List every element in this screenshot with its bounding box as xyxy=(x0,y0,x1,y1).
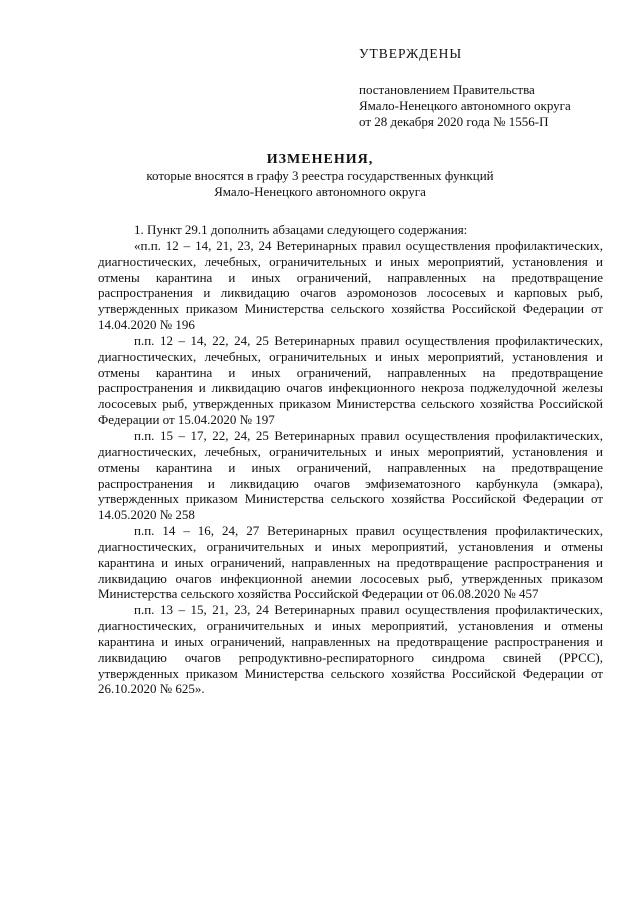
document-subtitle-line-2: Ямало-Ненецкого автономного округа xyxy=(214,184,426,199)
paragraph-amendment-457: п.п. 14 – 16, 24, 27 Ветеринарных правил осуществления профилактических, диагностических, ограничительных и иных мероприятий, установления и отмены карантина и иных ограничений, направленных на предотвращение распространения и ликвидацию очагов инфекционной анемии лососевых рыб, утвержденных приказом Министерства сельского хозяйства Российской Федерации от 06.08.2020 № 457 xyxy=(98,523,603,602)
document-subtitle-line-1: которые вносятся в графу 3 реестра государственных функций xyxy=(146,168,494,183)
paragraph-amendment-197: п.п. 12 – 14, 22, 24, 25 Ветеринарных правил осуществления профилактических, диагностических, лечебных, ограничительных и иных мероприятий, установления и отмены карантина и иных ограничений, направленных на предотвращение распространения и ликвидацию очагов инфекционного некроза поджелудочной железы лососевых рыб, утвержденных приказом Министерства сельского хозяйства Российской Федерации от 15.04.2020 № 197 xyxy=(98,332,603,428)
paragraph-item-1: 1. Пункт 29.1 дополнить абзацами следующего содержания: xyxy=(134,222,468,237)
approval-line-2: Ямало-Ненецкого автономного округа xyxy=(359,98,571,113)
approval-title: УТВЕРЖДЕНЫ xyxy=(359,46,463,61)
approval-line-1: постановлением Правительства xyxy=(359,82,535,97)
document-body xyxy=(98,222,603,697)
paragraph-amendment-258: п.п. 15 – 17, 22, 24, 25 Ветеринарных правил осуществления профилактических, диагностических, лечебных, ограничительных и иных мероприятий, установления и отмены карантина и иных ограничений, направленных на предотвращение распространения и ликвидацию очагов эмфизематозного карбункула (эмкара), утвержденных приказом Министерства сельского хозяйства Российской Федерации от 14.05.2020 № 258 xyxy=(98,427,603,523)
paragraph-amendment-625: п.п. 13 – 15, 21, 23, 24 Ветеринарных правил осуществления профилактических, диагностических, ограничительных и иных мероприятий, установления и отмены карантина и иных ограничений, направленных на предотвращение распространения и ликвидацию очагов репродуктивно-респираторного синдрома свиней (РРСС), утвержденных приказом Министерства сельского хозяйства Российской Федерации от 26.10.2020 № 625». xyxy=(98,602,603,697)
document-title: ИЗМЕНЕНИЯ, xyxy=(266,152,374,167)
approval-block xyxy=(359,46,619,130)
approval-line-3: от 28 декабря 2020 года № 1556-П xyxy=(359,114,549,129)
paragraph-amendment-196: «п.п. 12 – 14, 21, 23, 24 Ветеринарных правил осуществления профилактических, диагностических, лечебных, ограничительных и иных мероприятий, установления и отмены карантина и иных ограничений, направленных на предотвращение распространения и ликвидацию очагов аэромонозов лососевых и карповых рыб, утвержденных приказом Министерства сельского хозяйства Российской Федерации от 14.04.2020 № 196 xyxy=(98,237,603,333)
